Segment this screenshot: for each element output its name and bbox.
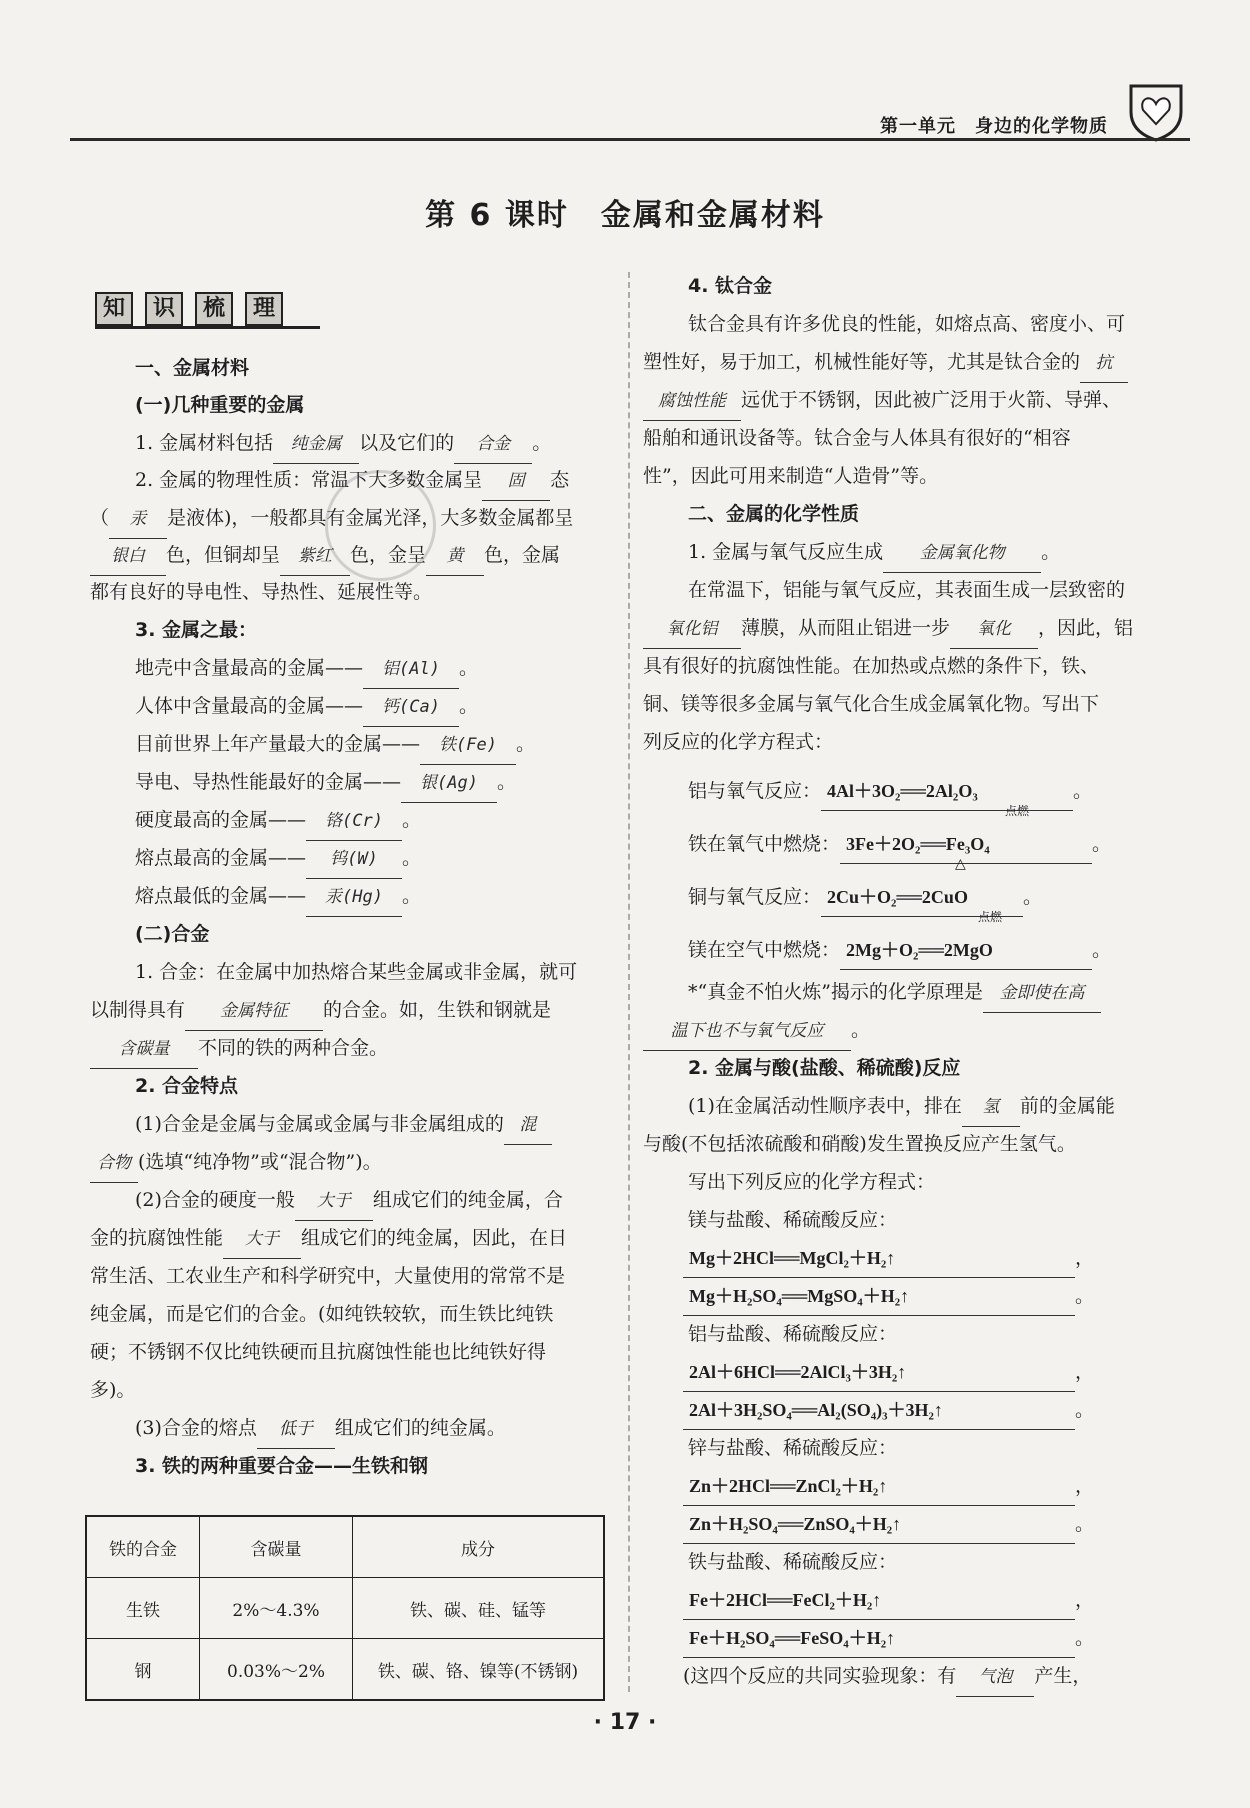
c2-write: 写出下列反应的化学方程式： [688,1171,936,1193]
text: 熔点最低的金属—— [135,885,307,907]
text: 色，金属 [484,544,561,566]
answer: 抗 [1080,345,1128,383]
badge-char: 识 [145,292,183,326]
table-header: 铁的合金 [86,1516,200,1578]
equation: Zn＋H₂SO₄══ZnSO₄＋H₂↑ [683,1506,1075,1544]
text: (选填“纯净物”或“混合物”)。 [138,1151,382,1173]
text: 铜与氧气反应： [688,886,822,908]
text: 色，但铜却呈 [166,544,281,566]
alloy-table [85,1515,605,1701]
answer: 氧化 [950,611,1038,649]
table-cell: 0.03%～2% [200,1639,353,1701]
a2-2-line1 [135,1182,563,1221]
text: 硬度最高的金属—— [135,809,307,831]
answer: 固 [482,463,550,501]
a2-heading: 2. 合金特点 [135,1075,239,1097]
text: (1)在金属活动性顺序表中，排在 [688,1095,962,1117]
a1-line1: 1. 合金：在金属中加热熔合某些金属或非金属，就可 [135,961,578,983]
a2-2-line4: 纯金属，而是它们的合金。(如纯铁较软，而生铁比纯铁 [90,1303,554,1325]
eq-line: Mg＋H₂SO₄══MgSO₄＋H₂↑ 。 [683,1278,1094,1316]
answer: 低于 [257,1411,335,1449]
eq-line: 铜与氧气反应： 2Cu＋O₂══2CuO 。 [688,879,1042,917]
q2-line4: 都有良好的导电性、导热性、延展性等。 [90,581,433,603]
answer: 银白 [90,538,166,576]
most-item: 地壳中含量最高的金属—— 铝(Al) 。 [135,650,478,689]
table-header-row [86,1516,604,1578]
table-cell: 钢 [86,1639,200,1701]
text: 态 [550,469,570,491]
t4-line4: 船舶和通讯设备等。钛合金与人体具有很好的“相容 [643,427,1071,449]
a1-line2 [90,992,551,1031]
text: 以制得具有 [90,999,186,1021]
text: 1. 金属材料包括 [135,432,274,454]
table-cell: 铁、碳、硅、锰等 [353,1578,605,1639]
header-rule [70,138,1190,141]
c1p-line5: 列反应的化学方程式： [643,731,834,753]
t4-line5: 性”，因此可用来制造“人造骨”等。 [643,465,939,487]
q1 [135,425,551,464]
group-title: 镁与盐酸、稀硫酸反应： [688,1209,898,1231]
text: 是液体)，一般都具有金属光泽，大多数金属都呈 [167,507,574,529]
condition-label: △ [955,856,966,872]
answer: 气泡 [956,1659,1034,1697]
text: ，因此，铝 [1038,617,1134,639]
page-number: · 17 · [593,1710,657,1735]
eq-line: Zn＋2HCl══ZnCl₂＋H₂↑ ， [683,1468,1094,1506]
text: 。 [851,1019,871,1041]
c2-heading: 2. 金属与酸(盐酸、稀硫酸)反应 [688,1057,961,1079]
group-title: 铁与盐酸、稀硫酸反应： [688,1551,898,1573]
equation: Zn＋2HCl══ZnCl₂＋H₂↑ [683,1468,1075,1506]
group-title: 锌与盐酸、稀硫酸反应： [688,1437,898,1459]
text: 组成它们的纯金属，合 [372,1189,563,1211]
t4-line2 [643,344,1128,383]
answer: 纯金属 [273,426,359,464]
text: 目前世界上年产量最大的金属—— [135,733,421,755]
c2-1-line2: 与酸(不包括浓硫酸和硝酸)发生置换反应产生氢气。 [643,1133,1076,1155]
answer: 氢 [962,1089,1020,1127]
section-heading: 一、金属材料 [135,357,250,379]
answer: 大于 [295,1183,373,1221]
badge-char: 理 [245,292,283,326]
a3-heading: 3. 铁的两种重要合金——生铁和钢 [135,1455,429,1477]
answer: 汞 [109,501,167,539]
eq-line: Fe＋H₂SO₄══FeSO₄＋H₂↑ 。 [683,1620,1094,1658]
eq-line: 2Al＋3H₂SO₄══Al₂(SO₄)₃＋3H₂↑ 。 [683,1392,1094,1430]
a2-3-line [135,1410,506,1449]
t4-line1: 钛合金具有许多优良的性能，如熔点高、密度小、可 [688,313,1126,335]
answer: 大于 [223,1221,301,1259]
badge-underline [95,326,320,329]
t4-heading: 4. 钛合金 [688,275,773,297]
answer: 金属特征 [185,993,323,1031]
equation: 3Fe＋2O₂══Fe₃O₄ [840,826,1092,864]
answer: 合金 [454,426,532,464]
text: 的合金。如，生铁和钢就是 [323,999,552,1021]
answer: 温下也不与氧气反应 [643,1013,851,1051]
text: 塑性好，易于加工，机械性能好等，尤其是钛合金的 [643,351,1081,373]
most-item: 目前世界上年产量最大的金属—— 铁(Fe) 。 [135,726,535,765]
unit-header: 第一单元 身边的化学物质 [880,116,1108,137]
q2-line3 [90,537,560,576]
condition-label: 点燃 [1005,804,1030,818]
eq-line: Mg＋2HCl══MgCl₂＋H₂↑ ， [683,1240,1094,1278]
badge-char: 梳 [195,292,233,326]
equation: 2Al＋3H₂SO₄══Al₂(SO₄)₃＋3H₂↑ [683,1392,1075,1430]
equation: Fe＋H₂SO₄══FeSO₄＋H₂↑ [683,1620,1075,1658]
text: 组成它们的纯金属。 [334,1417,506,1439]
text: 前的金属能 [1019,1095,1115,1117]
eq-line: 镁在空气中燃烧： 2Mg＋O₂══2MgO 。 [688,932,1111,970]
equation: Mg＋H₂SO₄══MgSO₄＋H₂↑ [683,1278,1075,1316]
a2-2-line6: 多)。 [90,1379,136,1401]
answer: 混 [504,1107,552,1145]
section-badge [95,292,295,326]
answer: 合物 [90,1145,138,1183]
lesson-title: 第 6 课时 金属和金属材料 [425,198,825,233]
a2-1-line1 [135,1106,552,1145]
c1p-line4: 铜、镁等很多金属与氧气化合生成金属氧化物。写出下 [643,693,1100,715]
eq-line: 2Al＋6HCl══2AlCl₃＋3H₂↑ ， [683,1354,1094,1392]
badge-char: 知 [95,292,133,326]
table-header: 成分 [353,1516,605,1578]
text: 薄膜，从而阻止铝进一步 [741,617,951,639]
eq-line: 铝与氧气反应： 4Al＋3O₂══2Al₂O₃ 。 [688,773,1092,811]
answer: 铁(Fe) [420,727,516,765]
answer: 紫红 [280,538,350,576]
a2-2-line2 [90,1220,567,1259]
most-item: 人体中含量最高的金属—— 钙(Ca) 。 [135,688,478,727]
answer: 钨(W) [306,841,402,879]
text: 镁在空气中燃烧： [688,939,841,961]
subsection-heading: (一)几种重要的金属 [135,394,305,416]
text: 以及它们的 [359,432,455,454]
table-row [86,1578,604,1639]
text: 金的抗腐蚀性能 [90,1227,224,1249]
equation: Fe＋2HCl══FeCl₂＋H₂↑ [683,1582,1075,1620]
section-heading: 二、金属的化学性质 [688,503,860,525]
most-item: 导电、导热性能最好的金属—— 银(Ag) 。 [135,764,516,803]
answer: 铝(Al) [363,651,459,689]
column-divider [628,272,630,1692]
text: (2)合金的硬度一般 [135,1189,295,1211]
table-header: 含碳量 [200,1516,353,1578]
text: 熔点最高的金属—— [135,847,307,869]
equation: 2Cu＋O₂══2CuO [821,879,1023,917]
a1-line3 [90,1030,388,1069]
text: 地壳中含量最高的金属—— [135,657,364,679]
q2-line1 [135,462,569,501]
condition-label: 点燃 [978,910,1003,924]
last-line [683,1658,1091,1697]
text: 2. 金属的物理性质：常温下大多数金属呈 [135,469,483,491]
q2-line2 [90,500,573,539]
c1-line [688,534,1060,573]
answer: 含碳量 [90,1031,198,1069]
most-item: 熔点最高的金属—— 钨(W) 。 [135,840,421,879]
c2-1-line1 [688,1088,1115,1127]
text: 。 [532,432,552,454]
answer: 黄 [426,538,484,576]
answer: 氧化铝 [643,611,741,649]
subsection-heading: (二)合金 [135,923,210,945]
text: 不同的铁的两种合金。 [198,1037,389,1059]
text: 导电、导热性能最好的金属—— [135,771,402,793]
text: 产生， [1034,1665,1092,1687]
answer: 汞(Hg) [306,879,402,917]
answer: 铬(Cr) [306,803,402,841]
gold-line2 [643,1012,870,1051]
c1p-line2 [643,610,1133,649]
most-item: 硬度最高的金属—— 铬(Cr) 。 [135,802,421,841]
eq-line: 铁在氧气中燃烧： 3Fe＋2O₂══Fe₃O₄ 。 [688,826,1111,864]
text: 。 [1041,541,1061,563]
text: 组成它们的纯金属，因此，在日 [301,1227,568,1249]
answer: 腐蚀性能 [643,383,741,421]
c1p-line3: 具有很好的抗腐蚀性能。在加热或点燃的条件下，铁、 [643,655,1100,677]
most-item: 熔点最低的金属—— 汞(Hg) 。 [135,878,421,917]
q3-heading: 3. 金属之最： [135,619,258,641]
a2-2-line5: 硬；不锈钢不仅比纯铁硬而且抗腐蚀性能也比纯铁好得 [90,1341,547,1363]
equation: 4Al＋3O₂══2Al₂O₃ [821,773,1073,811]
equation: Mg＋2HCl══MgCl₂＋H₂↑ [683,1240,1075,1278]
publisher-logo-icon [1125,82,1187,142]
eq-line: Zn＋H₂SO₄══ZnSO₄＋H₂↑ 。 [683,1506,1094,1544]
text: 1. 金属与氧气反应生成 [688,541,884,563]
text: 远优于不锈钢，因此被广泛用于火箭、导弹、 [741,389,1122,411]
table-cell: 生铁 [86,1578,200,1639]
table-cell: 铁、碳、铬、镍等(不锈钢) [353,1639,605,1701]
text: (1)合金是金属与金属或金属与非金属组成的 [135,1113,504,1135]
eq-line: Fe＋2HCl══FeCl₂＋H₂↑ ， [683,1582,1094,1620]
c1p-line1: 在常温下，铝能与氧气反应，其表面生成一层致密的 [688,579,1126,601]
a2-2-line3: 常生活、工农业生产和科学研究中，大量使用的常常不是 [90,1265,566,1287]
text: *“真金不怕火炼”揭示的化学原理是 [688,981,983,1003]
text: (3)合金的熔点 [135,1417,257,1439]
group-title: 铝与盐酸、稀硫酸反应： [688,1323,898,1345]
text: 色，金呈 [350,544,427,566]
t4-line3 [643,382,1121,421]
text: (这四个反应的共同实验现象：有 [683,1665,957,1687]
equation: 2Mg＋O₂══2MgO [840,932,1092,970]
answer: 金属氧化物 [883,535,1041,573]
table-row [86,1639,604,1701]
answer: 金即使在高 [983,975,1101,1013]
table-cell: 2%～4.3% [200,1578,353,1639]
answer: 银(Ag) [401,765,497,803]
text: 铁在氧气中燃烧： [688,833,841,855]
text: （ [90,507,110,529]
gold-line1 [688,974,1101,1013]
a2-1-line2 [90,1144,382,1183]
text: 人体中含量最高的金属—— [135,695,364,717]
text: 铝与氧气反应： [688,780,822,802]
answer: 钙(Ca) [363,689,459,727]
equation: 2Al＋6HCl══2AlCl₃＋3H₂↑ [683,1354,1075,1392]
